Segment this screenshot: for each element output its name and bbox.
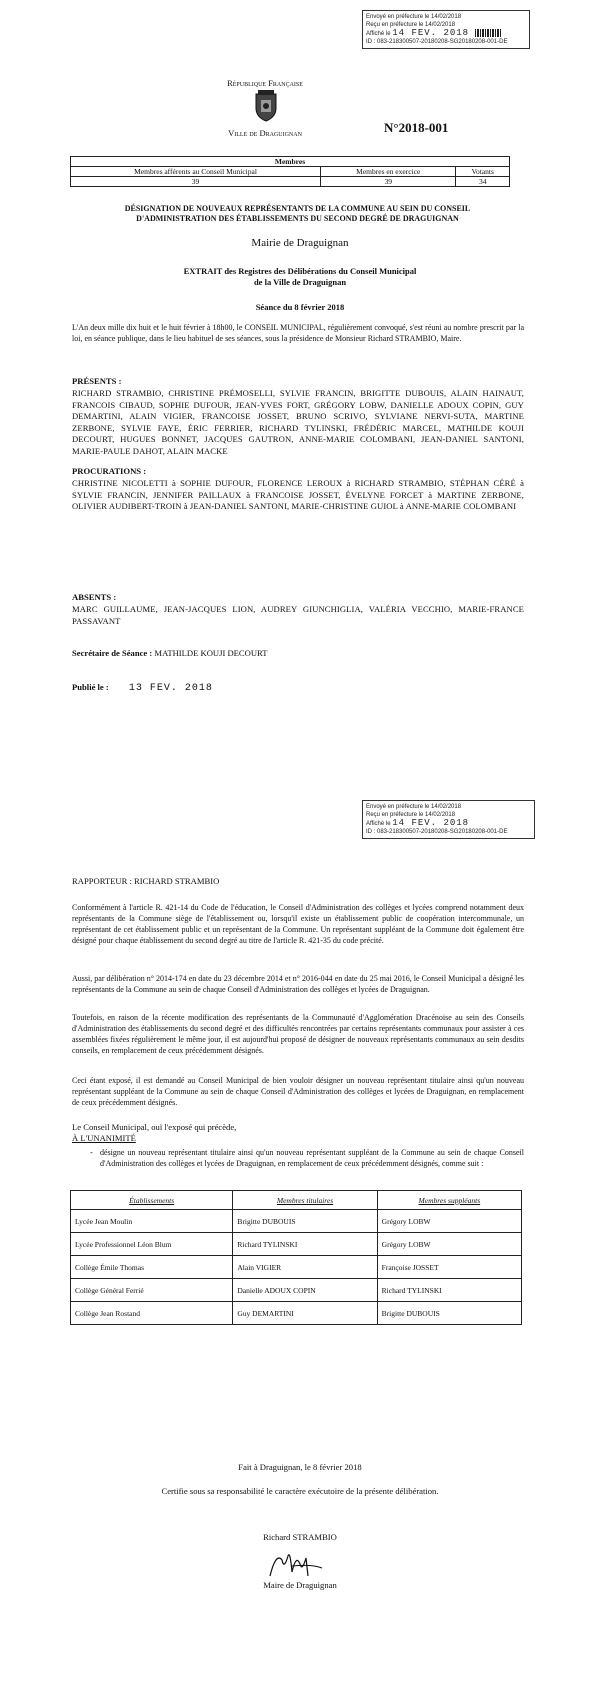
published-date-stamp: 13 FEV. 2018 bbox=[128, 683, 213, 694]
decision-intro: Le Conseil Municipal, ouï l'exposé qui précède, bbox=[72, 1122, 237, 1132]
extract-line-1: EXTRAIT des Registres des Délibérations du Conseil Municipal bbox=[183, 266, 417, 276]
paragraph-1: Conformément à l'article R. 421-14 du Code de l'éducation, le Conseil d'Administration des collèges et lycées comprend notamment deux représentants de la Commune siège de l'établissement ou, lorsqu'il existe un établissement public de coopération intercommunale, un représentant de cet établissement public et un représentant de la Commune. Un représentant suppléant de la Commune doit également être désigné pour chaque établissement du second degré au titre de l'article R. 421-35 du code précité. bbox=[72, 903, 524, 945]
published-line bbox=[72, 682, 213, 694]
secretary-name: MATHILDE KOUJI DECOURT bbox=[154, 648, 268, 658]
titulaire-cell: Guy DEMARTINI bbox=[233, 1302, 377, 1325]
stamp2-posted-label: Affiché le bbox=[366, 821, 391, 827]
repr-header-establishment: Établissements bbox=[71, 1191, 233, 1210]
table-row bbox=[71, 1210, 522, 1233]
stamp2-id-line: ID : 083-218300507-20180208-SG20180208-001-DE bbox=[366, 829, 508, 835]
signature-icon bbox=[262, 1546, 332, 1582]
deliberation-number: N°2018-001 bbox=[384, 120, 449, 135]
decision-unanimity: À L'UNANIMITÉ bbox=[72, 1133, 136, 1143]
presents-list: RICHARD STRAMBIO, CHRISTINE PRÉMOSELLI, SYLVIE FRANCIN, BRIGITTE DUBOUIS, ALAIN HAINAUT, FRANCOIS CIBAUD, SOPHIE DUFOUR, JEAN-YVES FORT, GRÉGORY LOBW, DANIELLE ADOUX COPIN, GUY DEMARTINI, ALAIN VIGIER, FRANCOISE JOSSET, BRUNO SCRIVO, SYLVIANE NERVI-SUTA, MARTINE ZERBONE, SYLVIE FAYE, ÉRIC FERRIER, RICHARD TYLINSKI, FRÉDÉRIC MARCEL, MATHILDE KOUJI DECOURT, HUGUES BONNET, JACQUES GAUTRON, ANNE-MARIE COLOMBANI, JEAN-DANIEL SANTONI, MARIE-PAULE DAHOT, ALAIN MACKE bbox=[72, 388, 524, 456]
stamp2-sent-line: Envoyé en préfecture le 14/02/2018 bbox=[366, 804, 462, 810]
procurations-heading: PROCURATIONS : bbox=[72, 466, 147, 476]
secretary-line bbox=[72, 648, 268, 658]
extract-line-2: de la Ville de Draguignan bbox=[253, 277, 347, 287]
stamp2-posted-row bbox=[366, 819, 531, 828]
establishment-cell: Collège Émile Thomas bbox=[71, 1256, 233, 1279]
paragraph-3: Toutefois, en raison de la récente modification des représentants de la Communauté d'Agglomération Dracénoise au sein des Conseils d'Administration des établissements du second degré et des difficultés rencontrées par certains représentants communaux pour assister à ces assemblées fixées régulièrement le même jour, il est aujourd'hui proposé de désigner de nouveaux représentants communaux au sein desdits conseils, en remplacement de ceux précédemment désignés. bbox=[72, 1013, 524, 1055]
absents-list: MARC GUILLAUME, JEAN-JACQUES LION, AUDREY GIUNCHIGLIA, VALÉRIA VECCHIO, MARIE-FRANCE PASSAVANT bbox=[72, 604, 524, 626]
title-line-2: D'ADMINISTRATION DES ÉTABLISSEMENTS DU SECOND DEGRÉ DE DRAGUIGNAN bbox=[136, 214, 459, 223]
suppleant-cell: Grégory LOBW bbox=[377, 1210, 521, 1233]
republic-label: République Française bbox=[227, 78, 303, 88]
bullet-dash: - bbox=[90, 1147, 93, 1157]
deliberation-title bbox=[40, 204, 555, 224]
barcode-icon bbox=[475, 29, 501, 37]
repr-header-suppleants: Membres suppléants bbox=[377, 1191, 521, 1210]
establishment-cell: Lycée Professionnel Léon Blum bbox=[71, 1233, 233, 1256]
signatory-name: Richard STRAMBIO bbox=[263, 1532, 337, 1542]
stamp-posted-label: Affiché le bbox=[366, 31, 391, 37]
decision-block bbox=[72, 1122, 236, 1144]
stamp2-date: 14 FEV. 2018 bbox=[392, 819, 470, 828]
members-value-votants: 34 bbox=[456, 177, 510, 187]
done-at-line: Fait à Draguignan, le 8 février 2018 bbox=[238, 1462, 362, 1472]
paragraph-2: Aussi, par délibération n° 2014-174 en date du 23 décembre 2014 et n° 2016-044 en date du 25 mai 2016, le Conseil Municipal a désigné les représentants de la Commune au sein de chaque Conseil d'Administration des collèges et lycées de Draguignan. bbox=[72, 974, 524, 994]
prefecture-stamp-2 bbox=[362, 800, 535, 839]
members-header-exercice: Membres en exercice bbox=[321, 167, 456, 177]
members-value-afferents: 39 bbox=[71, 177, 321, 187]
repr-header-titulaires: Membres titulaires bbox=[233, 1191, 377, 1210]
representatives-table bbox=[70, 1190, 522, 1325]
stamp-date: 14 FEV. 2018 bbox=[392, 29, 470, 38]
suppleant-cell: Richard TYLINSKI bbox=[377, 1279, 521, 1302]
establishment-cell: Lycée Jean Moulin bbox=[71, 1210, 233, 1233]
published-label: Publié le : bbox=[72, 682, 109, 692]
titulaire-cell: Brigitte DUBOUIS bbox=[233, 1210, 377, 1233]
members-header-afferents: Membres afférents au Conseil Municipal bbox=[71, 167, 321, 177]
paragraph-4: Ceci étant exposé, il est demandé au Conseil Municipal de bien vouloir désigner un nouveau représentant titulaire ainsi qu'un nouveau représentant suppléant de la Commune au sein de chaque Conseil d'Administration des collèges et lycées de Draguignan, en remplacement de ceux précédemment désignés. bbox=[72, 1076, 524, 1107]
table-row bbox=[71, 1256, 522, 1279]
table-row bbox=[71, 1279, 522, 1302]
extract-heading bbox=[100, 266, 500, 288]
table-row bbox=[71, 1302, 522, 1325]
intro-paragraph: L'An deux mille dix huit et le huit février à 18h00, le CONSEIL MUNICIPAL, régulièrement convoqué, s'est réuni au nombre prescrit par la loi, en séance publique, dans le lieu habituel de ses séances, sous la présidence de Monsieur Richard STRAMBIO, Maire. bbox=[72, 323, 524, 343]
town-label: Ville de Draguignan bbox=[228, 128, 302, 138]
members-table-title: Membres bbox=[71, 157, 510, 167]
prefecture-stamp bbox=[362, 10, 530, 49]
suppleant-cell: Brigitte DUBOUIS bbox=[377, 1302, 521, 1325]
session-date: Séance du 8 février 2018 bbox=[255, 302, 345, 312]
certification-line: Certifie sous sa responsabilité le caractère exécutoire de la présente délibération. bbox=[161, 1486, 439, 1496]
stamp2-received-line: Reçu en préfecture le 14/02/2018 bbox=[366, 812, 456, 818]
suppleant-cell: Grégory LOBW bbox=[377, 1233, 521, 1256]
members-value-exercice: 39 bbox=[321, 177, 456, 187]
rapporteur-line: RAPPORTEUR : RICHARD STRAMBIO bbox=[72, 876, 220, 886]
mairie-heading: Mairie de Draguignan bbox=[251, 237, 349, 249]
secretary-label: Secrétaire de Séance : bbox=[72, 648, 153, 658]
stamp-posted-row bbox=[366, 29, 526, 38]
absents-heading: ABSENTS : bbox=[72, 592, 117, 602]
suppleant-cell: Françoise JOSSET bbox=[377, 1256, 521, 1279]
titulaire-cell: Danielle ADOUX COPIN bbox=[233, 1279, 377, 1302]
table-row bbox=[71, 1233, 522, 1256]
members-header-votants: Votants bbox=[456, 167, 510, 177]
title-line-1: DÉSIGNATION DE NOUVEAUX REPRÉSENTANTS DE LA COMMUNE AU SEIN DU CONSEIL bbox=[124, 204, 471, 213]
establishment-cell: Collège Général Ferrié bbox=[71, 1279, 233, 1302]
coat-of-arms-icon bbox=[252, 90, 280, 122]
procurations-list: CHRISTINE NICOLETTI à SOPHIE DUFOUR, FLORENCE LEROUX à RICHARD STRAMBIO, STÉPHAN CÉRÉ à SYLVIE FRANCIN, JENNIFER PAILLAUX à FRANCOISE JOSSET, ÉVELYNE FORCET à MARTINE ZERBONE, OLIVIER AUDIBERT-TROIN à JEAN-DANIEL SANTONI, MARIE-CHRISTINE GUIOL à ANNE-MARIE COLOMBANI bbox=[72, 478, 524, 511]
presents-heading: PRÉSENTS : bbox=[72, 376, 122, 386]
stamp-received-line: Reçu en préfecture le 14/02/2018 bbox=[366, 22, 456, 28]
decision-bullet: désigne un nouveau représentant titulaire ainsi qu'un nouveau représentant suppléant de la Commune au sein de chaque Conseil d'Administration des collèges et lycées de Draguignan, en remplacement de ceux précédemment désignés, comme suit : bbox=[100, 1148, 524, 1168]
signatory-title: Maire de Draguignan bbox=[263, 1580, 337, 1590]
establishment-cell: Collège Jean Rostand bbox=[71, 1302, 233, 1325]
titulaire-cell: Richard TYLINSKI bbox=[233, 1233, 377, 1256]
stamp-sent-line: Envoyé en préfecture le 14/02/2018 bbox=[366, 14, 462, 20]
members-table bbox=[70, 156, 510, 187]
stamp-id-line: ID : 083-218300507-20180208-SG20180208-001-DE bbox=[366, 39, 508, 45]
titulaire-cell: Alain VIGIER bbox=[233, 1256, 377, 1279]
